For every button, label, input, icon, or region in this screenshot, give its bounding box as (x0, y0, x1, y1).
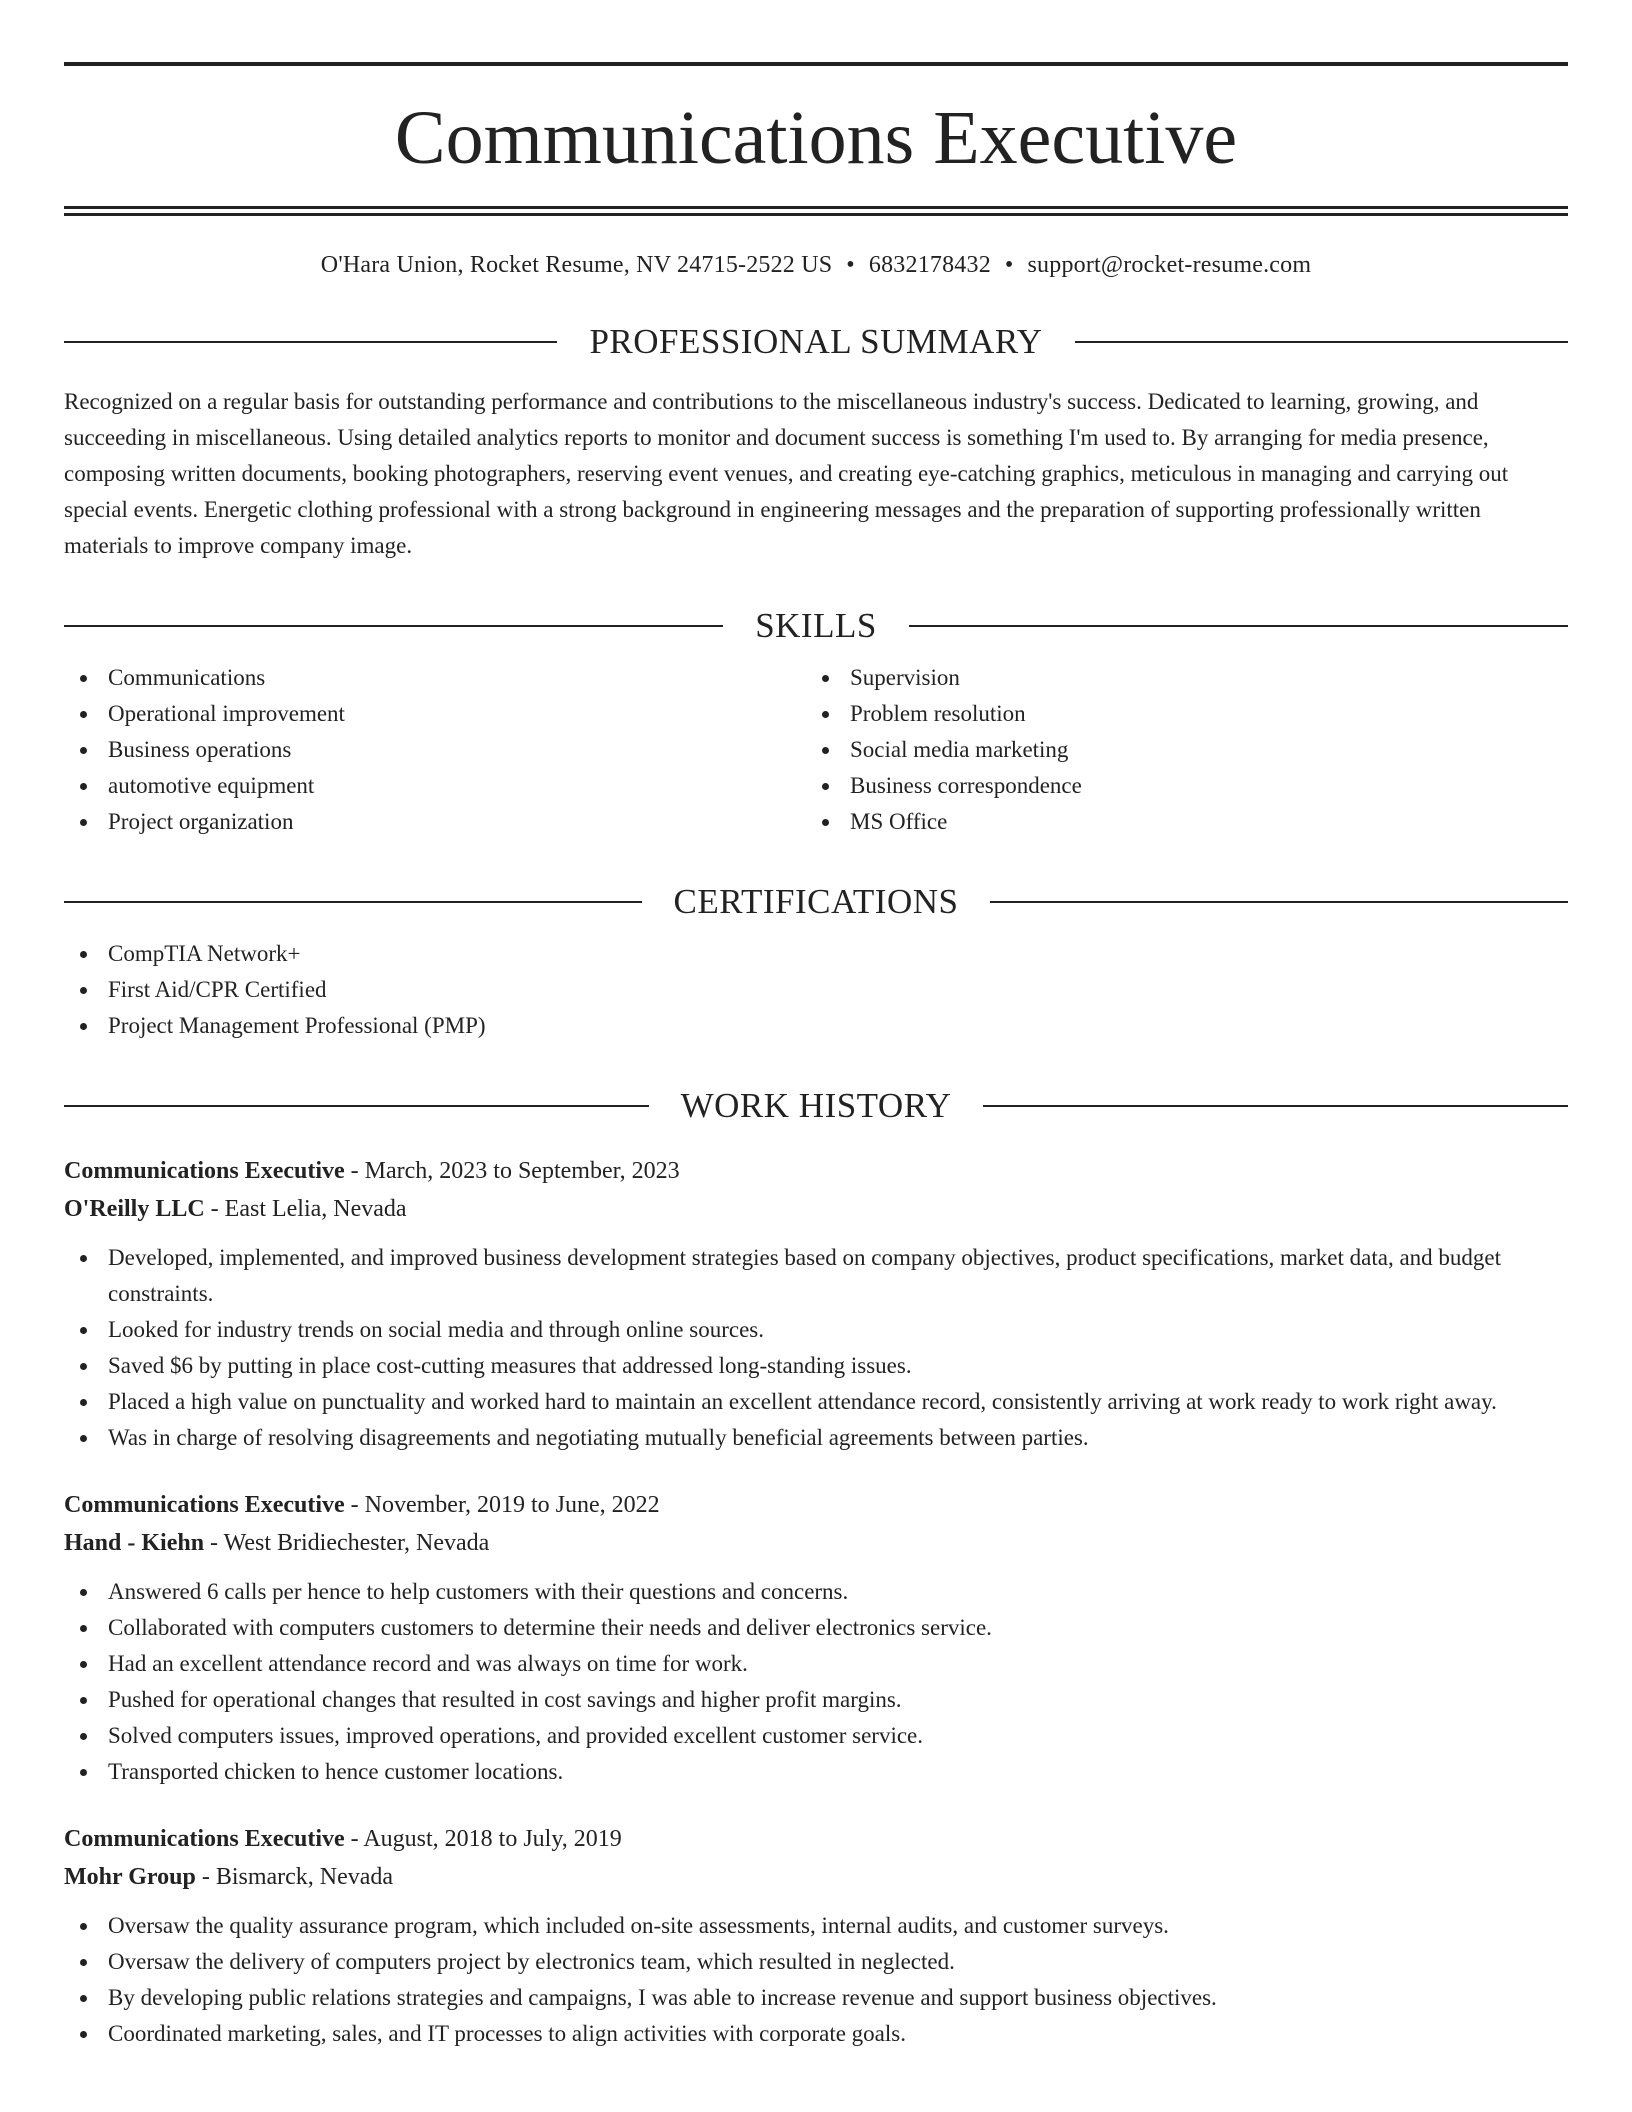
job-company: Mohr Group (64, 1864, 196, 1890)
section-title: PROFESSIONAL SUMMARY (589, 322, 1043, 361)
section-title: SKILLS (755, 606, 877, 645)
contact-email[interactable]: support@rocket-resume.com (1027, 252, 1312, 278)
job-bullet: Solved computers issues, improved operations, and provided excellent customer service. (64, 1718, 1568, 1754)
contact-separator: • (846, 252, 855, 278)
section-rule-left (64, 625, 723, 627)
section-title: CERTIFICATIONS (673, 882, 959, 921)
contact-separator: • (1004, 252, 1014, 278)
contact-address: O'Hara Union, Rocket Resume, NV 24715-2522 US (320, 252, 833, 278)
job-title: Communications Executive (64, 1492, 345, 1518)
top-rule (64, 62, 1568, 66)
section-title: WORK HISTORY (680, 1086, 952, 1125)
job-bullet: Transported chicken to hence customer locations. (64, 1754, 1568, 1790)
contact-line (64, 250, 1568, 280)
skill-item: Project organization (64, 804, 806, 840)
section-rule-right (990, 901, 1568, 903)
job-bullet: Answered 6 calls per hence to help customers with their questions and concerns. (64, 1574, 1568, 1610)
job-entry (64, 1486, 1568, 1790)
certification-item: Project Management Professional (PMP) (64, 1008, 1568, 1044)
section-rule-right (909, 625, 1568, 627)
skill-item: Problem resolution (806, 696, 1568, 732)
job-company: O'Reilly LLC (64, 1196, 205, 1222)
skill-item: Communications (64, 660, 806, 696)
title-double-rule (64, 206, 1568, 216)
skill-item: Social media marketing (806, 732, 1568, 768)
skills-column-left (64, 660, 806, 840)
summary-text: Recognized on a regular basis for outstanding performance and contributions to the miscellaneous industry's success. Dedicated to learning, growing, and succeeding in miscellaneous. Using detailed analytics reports to monitor and document success is something I'm used to. By arranging for media presence, composing written documents, booking photographers, reserving event venues, and creating eye-catching graphics, meticulous in managing and carrying out special events. Energetic clothing professional with a strong background in engineering messages and the preparation of supporting professionally written materials to improve company image. (64, 389, 1509, 558)
job-company-line: Mohr Group - Bismarck, Nevada (64, 1864, 394, 1890)
job-company: Hand - Kiehn (64, 1530, 205, 1556)
certifications-list (64, 936, 1568, 1044)
skill-item: Business correspondence (806, 768, 1568, 804)
job-bullet: Had an excellent attendance record and was always on time for work. (64, 1646, 1568, 1682)
job-bullet: Saved $6 by putting in place cost-cutting measures that addressed long-standing issues. (64, 1348, 1568, 1384)
job-bullets (64, 1240, 1568, 1456)
job-bullet: Looked for industry trends on social media and through online sources. (64, 1312, 1568, 1348)
job-bullets (64, 1908, 1568, 2052)
skill-item: Business operations (64, 732, 806, 768)
job-location: Bismarck, Nevada (215, 1864, 394, 1890)
section-header-work-history (64, 1086, 1568, 1126)
certification-item: First Aid/CPR Certified (64, 972, 1568, 1008)
job-dates: August, 2018 to July, 2019 (363, 1826, 622, 1852)
job-title: Communications Executive (64, 1158, 345, 1184)
job-bullet: Oversaw the quality assurance program, which included on-site assessments, internal audits, and customer surveys. (64, 1908, 1568, 1944)
job-bullet: Was in charge of resolving disagreements and negotiating mutually beneficial agreements between parties. (64, 1420, 1568, 1456)
section-header-certifications (64, 882, 1568, 922)
job-company-line: O'Reilly LLC - East Lelia, Nevada (64, 1196, 407, 1222)
skill-item: Supervision (806, 660, 1568, 696)
section-rule-left (64, 901, 642, 903)
job-title-line: Communications Executive - November, 2019 to June, 2022 (64, 1492, 660, 1518)
contact-phone: 6832178432 (868, 252, 991, 278)
job-bullet: Developed, implemented, and improved business development strategies based on company objectives, product specifications, market data, and budget constraints. (64, 1240, 1568, 1312)
resume-title: Communications Executive (394, 96, 1238, 180)
job-title-line: Communications Executive - August, 2018 to July, 2019 (64, 1826, 622, 1852)
section-rule-left (64, 1105, 649, 1107)
job-bullet: By developing public relations strategies and campaigns, I was able to increase revenue and support business objectives. (64, 1980, 1568, 2016)
job-dates: November, 2019 to June, 2022 (364, 1492, 660, 1518)
job-dates: March, 2023 to September, 2023 (364, 1158, 680, 1184)
job-bullet: Collaborated with computers customers to determine their needs and deliver electronics service. (64, 1610, 1568, 1646)
job-title-line: Communications Executive - March, 2023 to September, 2023 (64, 1158, 680, 1184)
job-bullet: Coordinated marketing, sales, and IT processes to align activities with corporate goals. (64, 2016, 1568, 2052)
skill-item: MS Office (806, 804, 1568, 840)
section-rule-right (1075, 341, 1568, 343)
skills-list (64, 660, 1568, 840)
job-location: East Lelia, Nevada (224, 1196, 407, 1222)
job-company-line: Hand - Kiehn - West Bridiechester, Nevada (64, 1530, 490, 1556)
section-rule-right (983, 1105, 1568, 1107)
skill-item: automotive equipment (64, 768, 806, 804)
section-rule-left (64, 341, 557, 343)
job-bullets (64, 1574, 1568, 1790)
job-location: West Bridiechester, Nevada (223, 1530, 490, 1556)
job-bullet: Oversaw the delivery of computers project by electronics team, which resulted in neglected. (64, 1944, 1568, 1980)
skill-item: Operational improvement (64, 696, 806, 732)
job-entry (64, 1152, 1568, 1456)
section-header-summary (64, 322, 1568, 362)
certification-item: CompTIA Network+ (64, 936, 1568, 972)
section-header-skills (64, 606, 1568, 646)
job-bullet: Placed a high value on punctuality and worked hard to maintain an excellent attendance record, consistently arriving at work ready to work right away. (64, 1384, 1568, 1420)
skills-column-right (806, 660, 1568, 840)
job-title: Communications Executive (64, 1826, 345, 1852)
job-entry (64, 1820, 1568, 2052)
job-bullet: Pushed for operational changes that resulted in cost savings and higher profit margins. (64, 1682, 1568, 1718)
